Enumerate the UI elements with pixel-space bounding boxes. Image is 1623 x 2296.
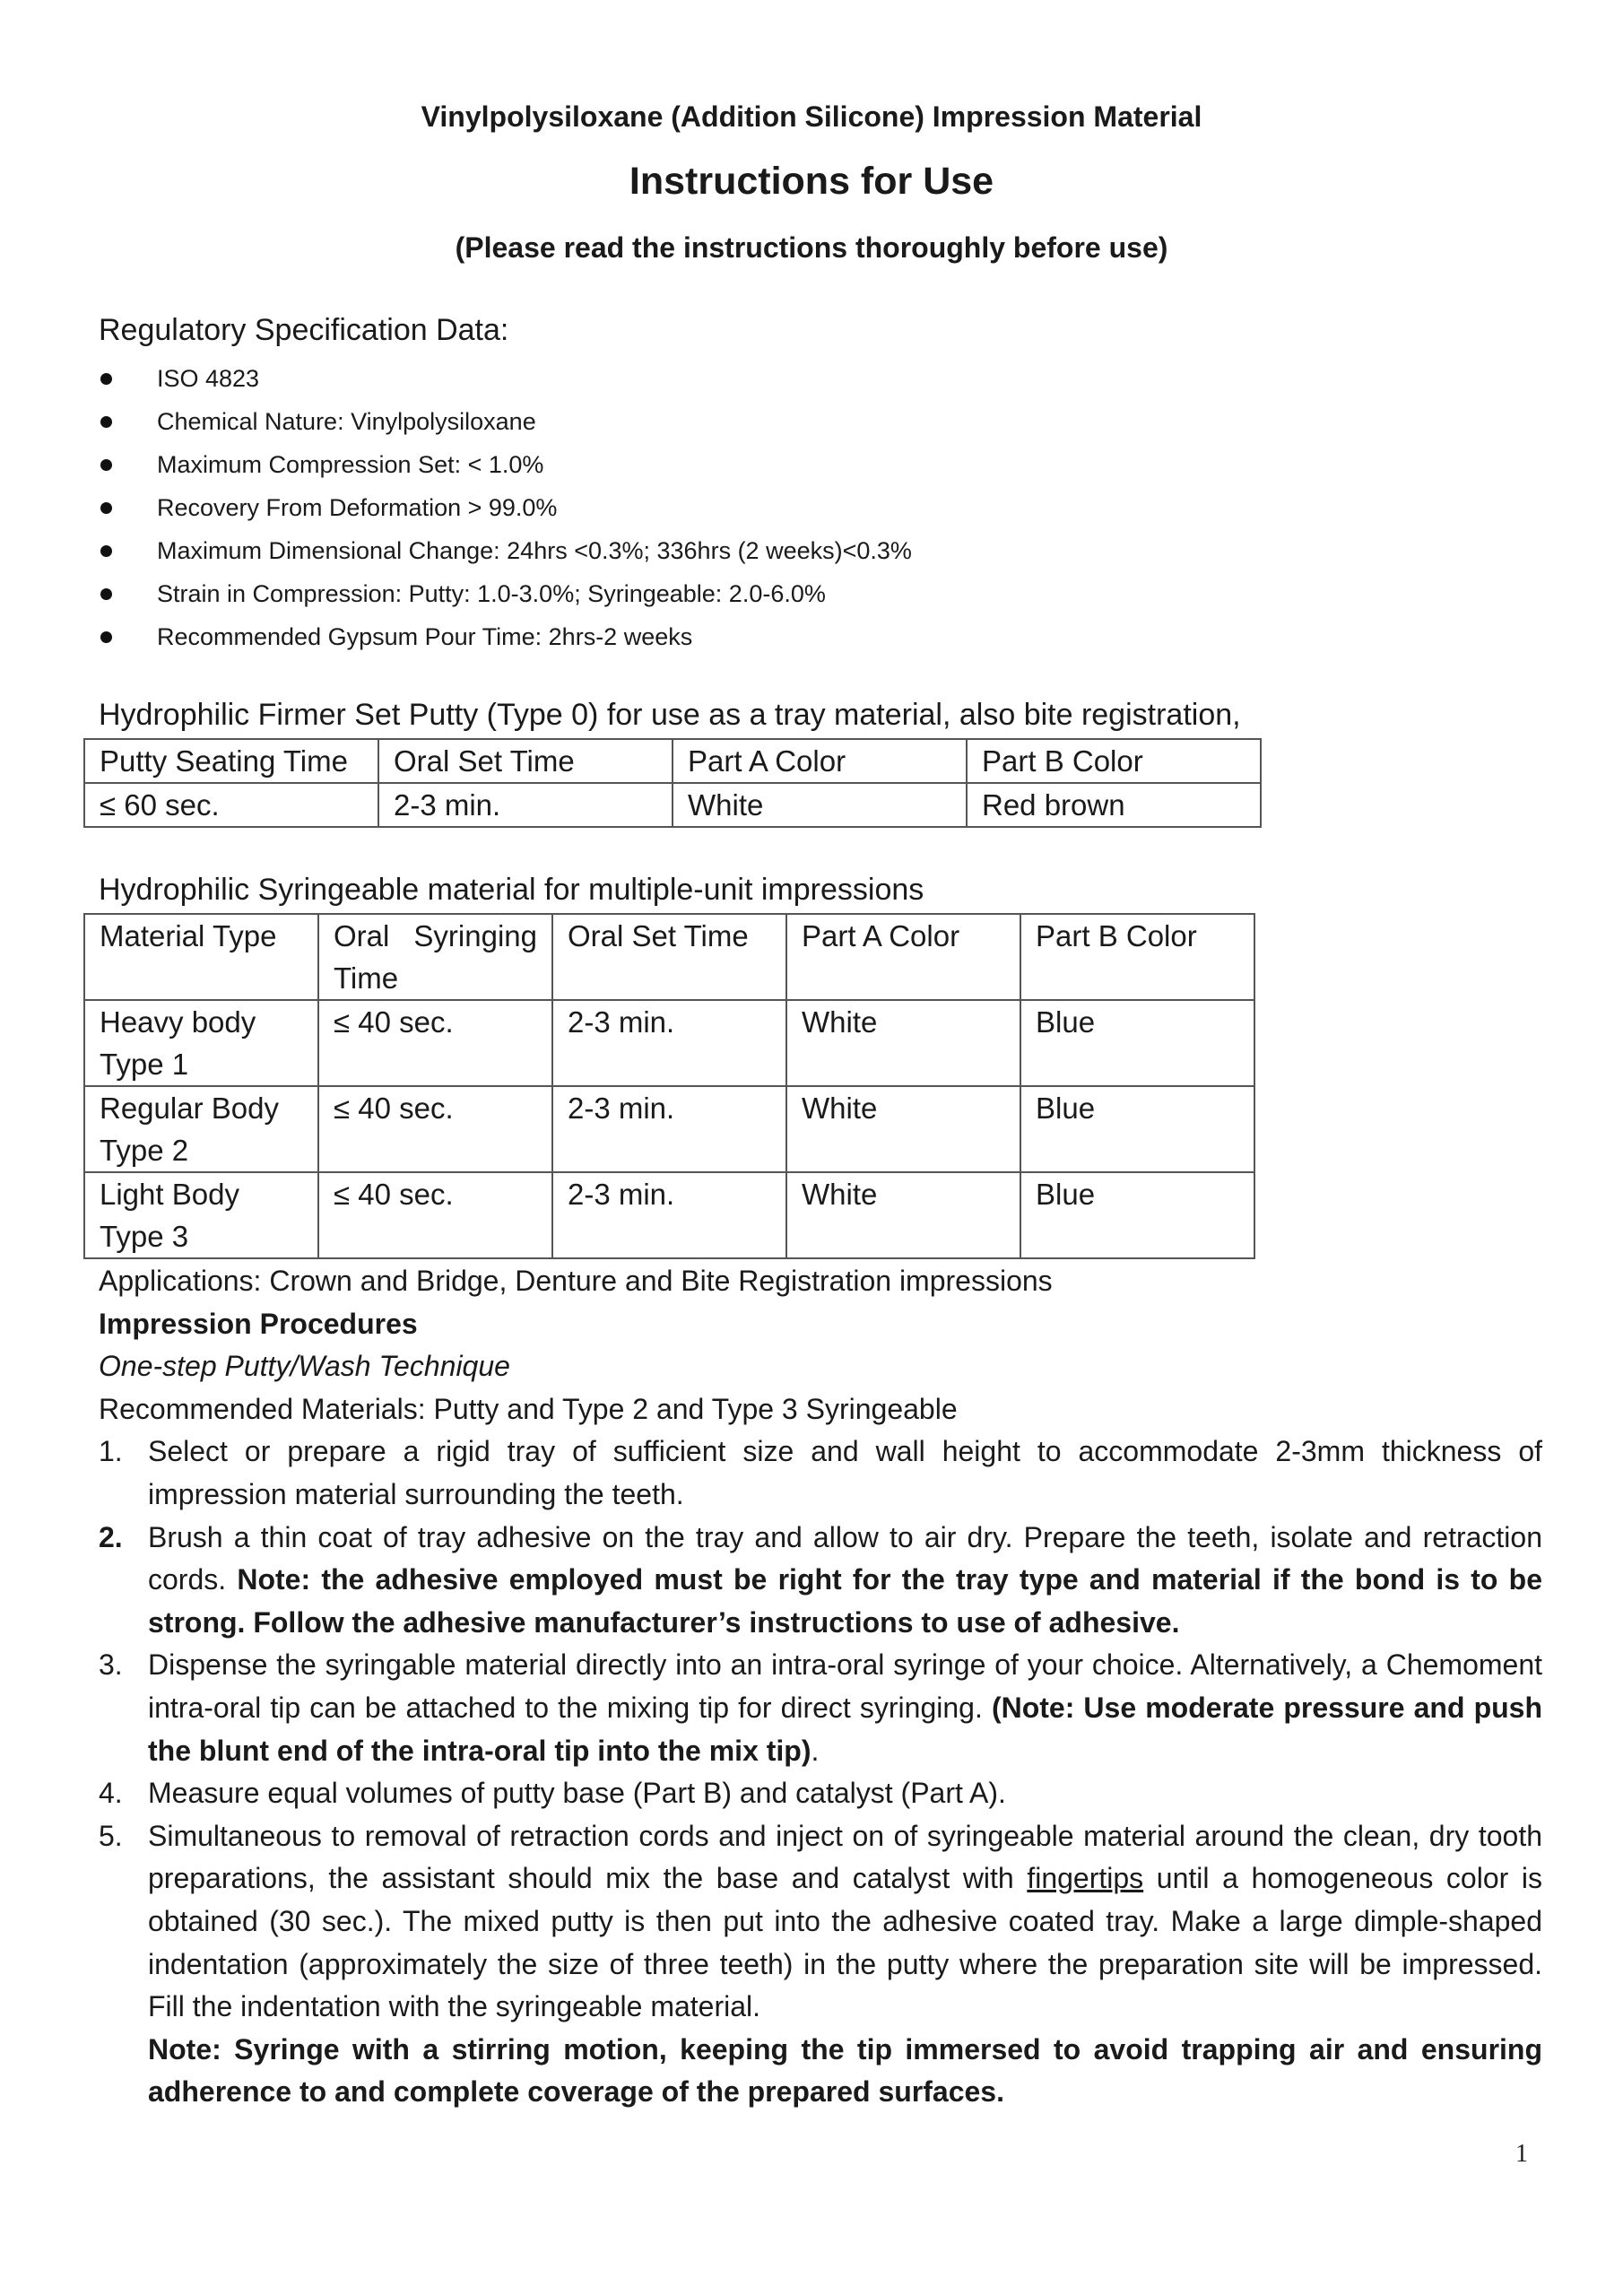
bullet-icon <box>100 588 112 600</box>
syringe-table <box>83 913 1255 1259</box>
table-cell: Part B Color <box>1020 914 1254 1000</box>
bullet-icon <box>100 373 112 385</box>
table-cell: White <box>786 1000 1020 1086</box>
step-number: 2. <box>99 1520 123 1553</box>
list-item: Recommended Gypsum Pour Time: 2hrs-2 weeks <box>94 615 912 658</box>
table-cell: Material Type <box>84 914 318 1000</box>
bullet-icon <box>100 459 112 471</box>
regulatory-list <box>94 357 912 658</box>
list-item: 1. Select or prepare a rigid tray of sufficient size and wall height to accommodate 2-3mm thickness of impression material surrounding the teeth. <box>99 1431 1542 1516</box>
table-cell: Oral Set Time <box>378 739 673 783</box>
syringe-label: Hydrophilic Syringeable material for multiple-unit impressions <box>99 873 924 907</box>
table-cell: Heavy body Type 1 <box>84 1000 318 1086</box>
procedure-steps <box>99 1431 1542 2114</box>
table-cell: ≤ 60 sec. <box>84 783 378 827</box>
table-row <box>84 783 1261 827</box>
list-item: Chemical Nature: Vinylpolysiloxane <box>94 400 912 443</box>
document-title: Vinylpolysiloxane (Addition Silicone) Impression Material <box>421 100 1202 133</box>
applications-line: Applications: Crown and Bridge, Denture and Bite Registration impressions <box>99 1265 1053 1297</box>
list-item: Maximum Dimensional Change: 24hrs <0.3%; 336hrs (2 weeks)<0.3% <box>94 529 912 572</box>
table-cell: ≤ 40 sec. <box>318 1000 552 1086</box>
table-cell: Light Body Type 3 <box>84 1172 318 1258</box>
table-header-row <box>84 914 1254 1000</box>
list-item: Recovery From Deformation > 99.0% <box>94 486 912 529</box>
table-cell: Oral Syringing Time <box>318 914 552 1000</box>
regulatory-label: Regulatory Specification Data: <box>99 313 509 347</box>
putty-label: Hydrophilic Firmer Set Putty (Type 0) for use as a tray material, also bite registration, <box>99 698 1241 732</box>
recommended-materials: Recommended Materials: Putty and Type 2 and Type 3 Syringeable <box>99 1392 958 1425</box>
table-row <box>84 1086 1254 1172</box>
table-cell: Blue <box>1020 1086 1254 1172</box>
table-cell: White <box>786 1172 1020 1258</box>
bullet-icon <box>100 502 112 514</box>
step-number: 5. <box>99 1819 123 1852</box>
list-item: 3. Dispense the syringable material directly into an intra-oral syringe of your choice. Alternatively, a Chemoment intra-oral tip can be attached to the mixing tip for direct syringing. (Note: Use moderate pressure and push the blunt end of the intra-oral tip into the mix tip). <box>99 1644 1542 1772</box>
list-item: 4. Measure equal volumes of putty base (Part B) and catalyst (Part A). <box>99 1772 1542 1815</box>
putty-table <box>83 738 1262 828</box>
document-subheading: (Please read the instructions thoroughly before use) <box>455 231 1168 264</box>
table-cell: Part A Color <box>786 914 1020 1000</box>
table-cell: Part A Color <box>673 739 967 783</box>
table-cell: ≤ 40 sec. <box>318 1086 552 1172</box>
step-note: Note: Syringe with a stirring motion, keeping the tip immersed to avoid trapping air and ensuring adherence to and complete coverage of the prepared surfaces. <box>148 2032 1542 2109</box>
bullet-icon <box>100 416 112 428</box>
table-cell: Part B Color <box>967 739 1261 783</box>
bullet-icon <box>100 545 112 557</box>
table-cell: 2-3 min. <box>552 1086 786 1172</box>
table-cell: 2-3 min. <box>552 1172 786 1258</box>
procedures-heading: Impression Procedures <box>99 1307 418 1340</box>
table-row <box>84 1172 1254 1258</box>
list-item: 2. Brush a thin coat of tray adhesive on the tray and allow to air dry. Prepare the teeth, isolate and retraction cords. Note: the adhesive employed must be right for the tray type and material if the bond is to be strong. Follow the adhesive manufacturer’s instructions to use of adhesive. <box>99 1517 1542 1645</box>
table-header-row <box>84 739 1261 783</box>
table-cell: Oral Set Time <box>552 914 786 1000</box>
table-cell: Red brown <box>967 783 1261 827</box>
table-cell: Regular Body Type 2 <box>84 1086 318 1172</box>
table-cell: Putty Seating Time <box>84 739 378 783</box>
step-number: 1. <box>99 1435 123 1468</box>
document-heading: Instructions for Use <box>629 160 994 203</box>
technique-title: One-step Putty/Wash Technique <box>99 1350 510 1383</box>
page-number: 1 <box>1515 2140 1528 2168</box>
table-cell: White <box>673 783 967 827</box>
step-number: 4. <box>99 1777 123 1810</box>
procedures-section <box>99 1260 1542 2114</box>
table-cell: Blue <box>1020 1000 1254 1086</box>
list-item: ISO 4823 <box>94 357 912 400</box>
list-item: 5. Simultaneous to removal of retraction cords and inject on of syringeable material around the clean, dry tooth preparations, the assistant should mix the base and catalyst with fingertips until a homogeneous color is obtained (30 sec.). The mixed putty is then put into the adhesive coated tray. Make a large dimple-shaped indentation (approximately the size of three teeth) in the putty where the preparation site will be impressed. Fill the indentation with the syringeable material. Note: Syringe with a stirring motion, keeping the tip immersed to avoid trapping air and ensuring adherence to and complete coverage of the prepared surfaces. <box>99 1815 1542 2114</box>
table-cell: ≤ 40 sec. <box>318 1172 552 1258</box>
fingertips-link[interactable]: fingertips <box>1027 1862 1144 1895</box>
list-item: Strain in Compression: Putty: 1.0-3.0%; Syringeable: 2.0-6.0% <box>94 572 912 615</box>
table-cell: Blue <box>1020 1172 1254 1258</box>
table-cell: White <box>786 1086 1020 1172</box>
step-number: 3. <box>99 1648 123 1682</box>
bullet-icon <box>100 631 112 643</box>
table-row <box>84 1000 1254 1086</box>
list-item: Maximum Compression Set: < 1.0% <box>94 443 912 486</box>
table-cell: 2-3 min. <box>378 783 673 827</box>
table-cell: 2-3 min. <box>552 1000 786 1086</box>
